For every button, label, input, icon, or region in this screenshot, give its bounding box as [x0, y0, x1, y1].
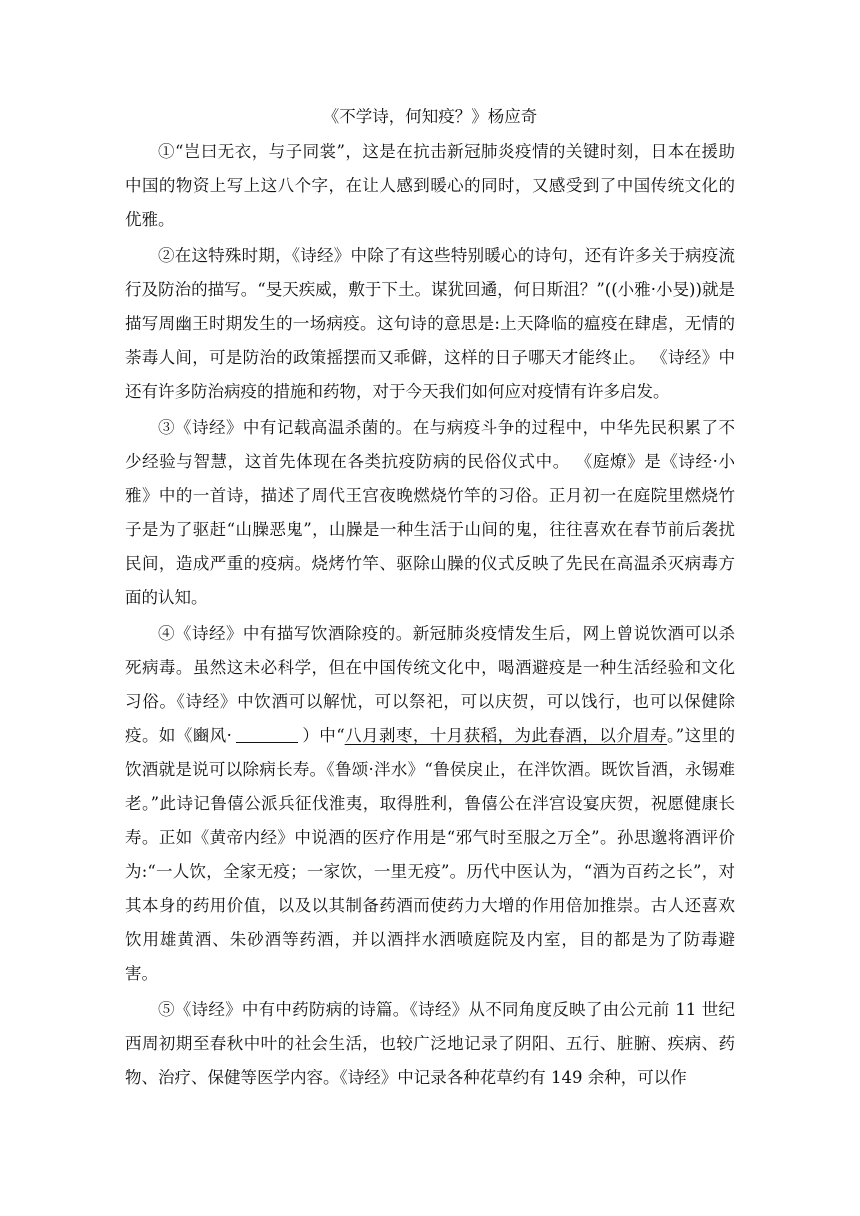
fill-in-blank[interactable]: [236, 724, 298, 743]
paragraph-2: ②在这特殊时期，《诗经》中除了有这些特别暖心的诗句，还有许多关于病疫流行及防治的描写。“旻天疾威，敷于下土。谋犹回遹，何日斯沮？”((小雅·小旻))就是描写周幽王时期发生的一场病疫。这句诗的意思是:上天降临的瘟疫在肆虐，无情的荼毒人间，可是防治的政策摇摆而又乖僻，这样的日子哪天才能终止。 《诗经》中还有许多防治病疫的措施和药物，对于今天我们如何应对疫情有许多启发。: [125, 246, 735, 401]
paragraph-4-part-c: 。”这里的饮酒就是说可以除病长寿。《鲁颂·泮水》“鲁侯戾止，在泮饮酒。既饮旨酒，永锡难老。”此诗记鲁僖公派兵征伐淮夷，取得胜利，鲁僖公在泮宫设宴庆贺，祝愿健康长寿。正如《黄帝内经》中说酒的医疗作用是“邪气时至服之万全”。孙思邈将酒评价为:“一人饮，全家无疫；一家饮，一里无疫”。历代中医认为，“酒为百药之长”，对其本身的药用价值，以及以其制备药酒而使药力大增的作用倍加推崇。古人还喜欢饮用雄黄酒、朱砂酒等药酒，并以酒拌水洒喷庭院及内室，目的都是为了防毒避害。: [125, 726, 736, 983]
paragraph-1: ①“岂曰无衣，与子同裳”，这是在抗击新冠肺炎疫情的关键时刻，日本在援助中国的物资上写上这八个字，在让人感到暖心的同时，又感受到了中国传统文化的优雅。: [125, 142, 735, 229]
paragraph-4-part-b: ）中“: [301, 726, 345, 745]
paragraph-4-part-a: ④《诗经》中有描写饮酒除疫的。新冠肺炎疫情发生后，网上曾说饮酒可以杀死病毒。虽然这未必科学，但在中国传统文化中，喝酒避疫是一种生活经验和文化习俗。《诗经》中饮酒可以解忧，可以祭祀，可以庆贺，可以饯行，也可以保健除疫。如《豳风·: [125, 624, 735, 745]
article-title: 《不学诗，何知疫？》杨应奇: [322, 107, 538, 126]
underlined-quote: 八月剥枣，十月获稻，为此春酒，以介眉寿: [344, 726, 668, 745]
paragraph-4: [125, 617, 735, 991]
paragraph-3: ③《诗经》中有记载高温杀菌的。在与病疫斗争的过程中，中华先民积累了不少经验与智慧，这首先体现在各类抗疫防病的民俗仪式中。 《庭燎》是《诗经·小雅》中的一首诗，描述了周代王宫夜晚燃烧竹竿的习俗。正月初一在庭院里燃烧竹子是为了驱赶“山臊恶鬼”，山臊是一种生活于山间的鬼，往往喜欢在春节前后袭扰民间，造成严重的疫病。烧烤竹竿、驱除山臊的仪式反映了先民在高温杀灭病毒方面的认知。: [125, 418, 735, 607]
paragraph-5: ⑤《诗经》中有中药防病的诗篇。《诗经》从不同角度反映了由公元前 11 世纪西周初期至春秋中叶的社会生活，也较广泛地记录了阴阳、五行、脏腑、疾病、药物、治疗、保健等医学内容。《诗经》中记录各种花草约有 149 余种，可以作: [125, 1000, 735, 1087]
document-page: [125, 100, 735, 1097]
